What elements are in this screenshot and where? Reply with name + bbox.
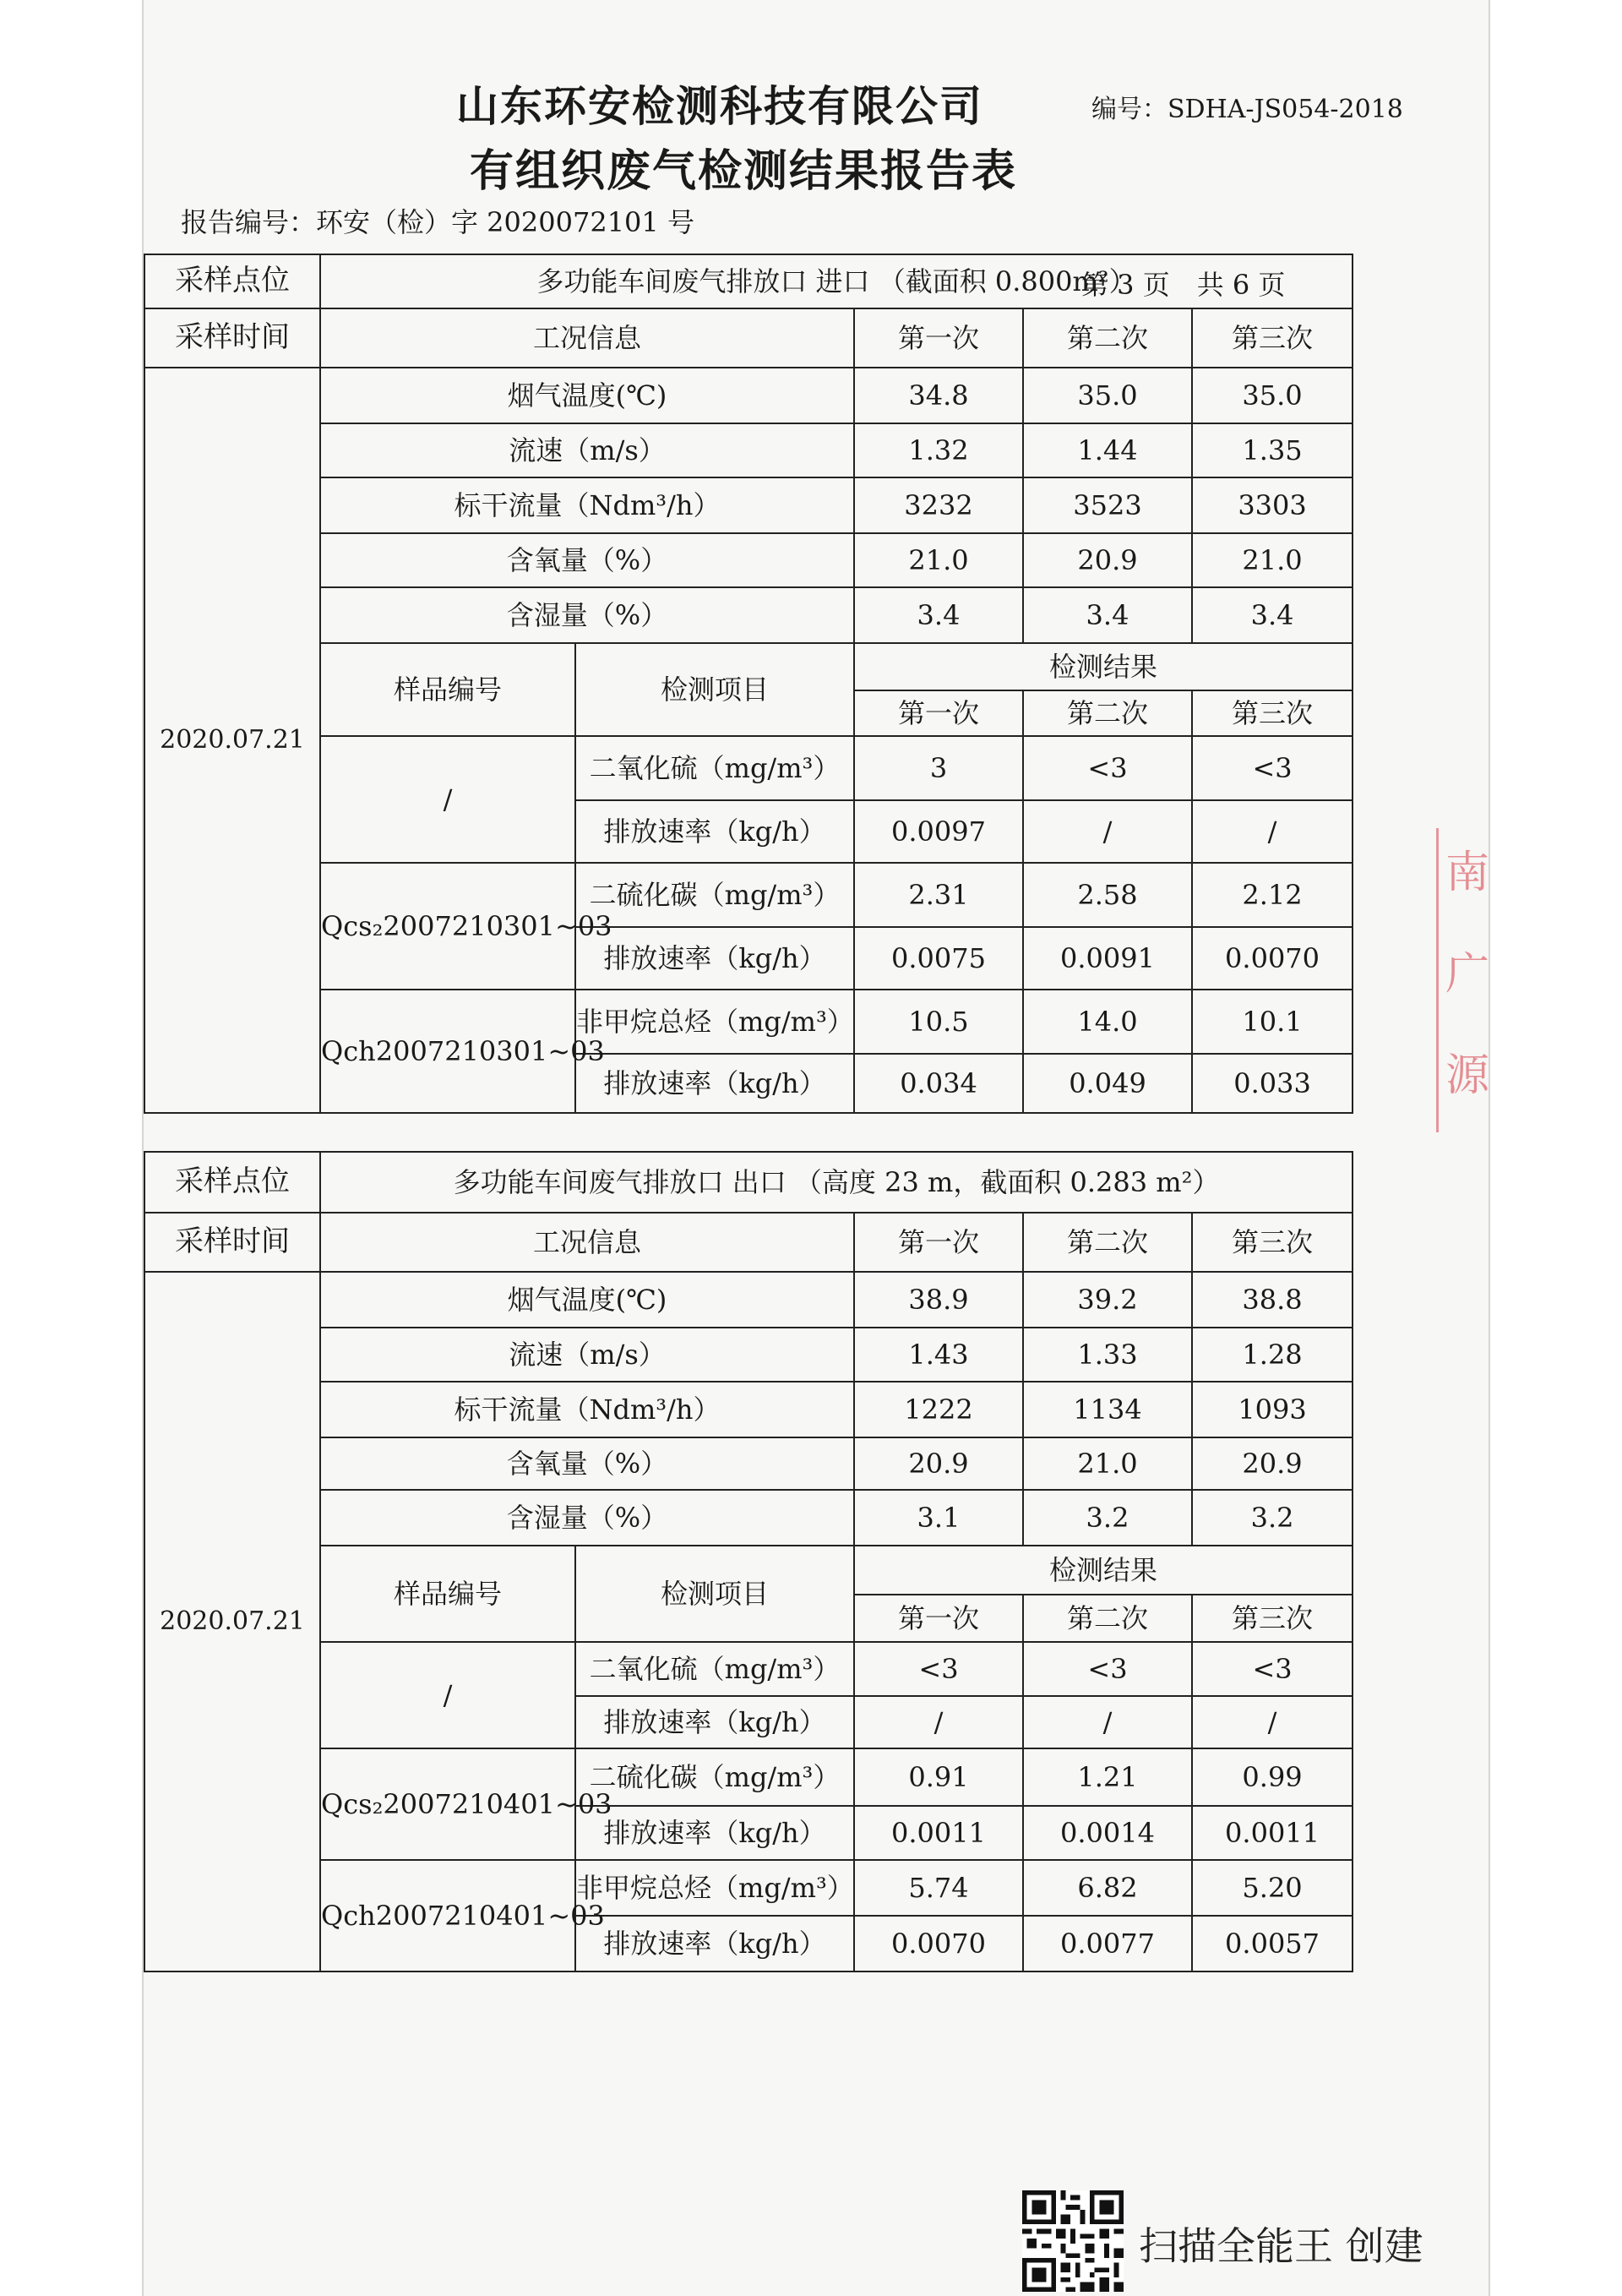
- value-cell: 0.049: [1023, 1054, 1192, 1113]
- qr-code-icon: [1022, 2190, 1124, 2292]
- value-cell: 0.0014: [1023, 1806, 1192, 1860]
- value-cell: 5.74: [854, 1860, 1023, 1916]
- value-cell: 2.12: [1192, 863, 1353, 927]
- value-cell: 38.8: [1192, 1272, 1353, 1328]
- value-cell: 20.9: [854, 1437, 1023, 1490]
- page-info: 第 3 页 共 6 页: [1081, 269, 1286, 301]
- run2-header: 第二次: [1023, 1595, 1192, 1642]
- test-result-label: 检测结果: [854, 1546, 1353, 1595]
- value-cell: 3.4: [1192, 587, 1353, 643]
- value-cell: 1134: [1023, 1382, 1192, 1437]
- value-cell: <3: [1023, 736, 1192, 800]
- run2-header: 第二次: [1023, 308, 1192, 368]
- value-cell: 3303: [1192, 477, 1353, 533]
- sampling-point-label: 采样点位: [144, 254, 320, 308]
- value-cell: 3.4: [854, 587, 1023, 643]
- value-cell: <3: [1192, 1642, 1353, 1696]
- value-cell: 20.9: [1023, 533, 1192, 587]
- condition-name: 含氧量（%）: [320, 533, 854, 587]
- value-cell: 0.0011: [1192, 1806, 1353, 1860]
- condition-name: 烟气温度(℃): [320, 368, 854, 423]
- value-cell: 10.1: [1192, 990, 1353, 1054]
- test-item-label: 检测项目: [575, 643, 854, 736]
- value-cell: 1.21: [1023, 1748, 1192, 1806]
- value-cell: 21.0: [1023, 1437, 1192, 1490]
- test-item: 排放速率（kg/h）: [575, 1806, 854, 1860]
- run3-header: 第三次: [1192, 1213, 1353, 1272]
- test-item: 非甲烷总烃（mg/m³）: [575, 1860, 854, 1916]
- sample-id: Qcs₂2007210401~03: [320, 1748, 575, 1860]
- value-cell: 3.1: [854, 1490, 1023, 1546]
- condition-info-label: 工况信息: [320, 308, 854, 368]
- scanner-watermark: 扫描全能王 创建: [1139, 2223, 1423, 2269]
- value-cell: 21.0: [1192, 533, 1353, 587]
- value-cell: 0.99: [1192, 1748, 1353, 1806]
- value-cell: 10.5: [854, 990, 1023, 1054]
- value-cell: 1.33: [1023, 1328, 1192, 1382]
- test-item: 二氧化硫（mg/m³）: [575, 736, 854, 800]
- value-cell: 3.2: [1023, 1490, 1192, 1546]
- condition-name: 流速（m/s）: [320, 1328, 854, 1382]
- run3-header: 第三次: [1192, 308, 1353, 368]
- run3-header: 第三次: [1192, 1595, 1353, 1642]
- run1-header: 第一次: [854, 690, 1023, 736]
- condition-name: 标干流量（Ndm³/h）: [320, 1382, 854, 1437]
- value-cell: 21.0: [854, 533, 1023, 587]
- value-cell: 2.58: [1023, 863, 1192, 927]
- value-cell: 1.43: [854, 1328, 1023, 1382]
- value-cell: 0.034: [854, 1054, 1023, 1113]
- value-cell: 0.0097: [854, 800, 1023, 863]
- value-cell: 3: [854, 736, 1023, 800]
- condition-name: 流速（m/s）: [320, 423, 854, 477]
- value-cell: 34.8: [854, 368, 1023, 423]
- test-item: 排放速率（kg/h）: [575, 1054, 854, 1113]
- test-item: 二氧化硫（mg/m³）: [575, 1642, 854, 1696]
- test-result-label: 检测结果: [854, 643, 1353, 690]
- seal-glyph: 源: [1445, 1050, 1490, 1101]
- company-name: 山东环安检测科技有限公司: [456, 81, 983, 131]
- value-cell: 14.0: [1023, 990, 1192, 1054]
- test-item: 排放速率（kg/h）: [575, 800, 854, 863]
- report-title: 有组织废气检测结果报告表: [470, 145, 1018, 197]
- condition-name: 烟气温度(℃): [320, 1272, 854, 1328]
- value-cell: <3: [1192, 736, 1353, 800]
- sample-id: Qch2007210301~03: [320, 990, 575, 1113]
- value-cell: 35.0: [1023, 368, 1192, 423]
- test-item: 排放速率（kg/h）: [575, 1696, 854, 1748]
- test-item-label: 检测项目: [575, 1546, 854, 1642]
- sample-no-label: 样品编号: [320, 643, 575, 736]
- value-cell: 6.82: [1023, 1860, 1192, 1916]
- condition-name: 含湿量（%）: [320, 1490, 854, 1546]
- value-cell: 0.0070: [854, 1916, 1023, 1972]
- value-cell: 0.0070: [1192, 927, 1353, 990]
- report-number: 报告编号：环安（检）字 2020072101 号: [181, 206, 694, 238]
- value-cell: 5.20: [1192, 1860, 1353, 1916]
- run3-header: 第三次: [1192, 690, 1353, 736]
- test-item: 排放速率（kg/h）: [575, 927, 854, 990]
- value-cell: /: [854, 1696, 1023, 1748]
- value-cell: 3.4: [1023, 587, 1192, 643]
- value-cell: 1.44: [1023, 423, 1192, 477]
- sampling-point-value: 多功能车间废气排放口 出口 （高度 23 m，截面积 0.283 m²）: [320, 1152, 1353, 1213]
- inlet-results-table: [144, 254, 1353, 1114]
- value-cell: 0.0077: [1023, 1916, 1192, 1972]
- condition-name: 含氧量（%）: [320, 1437, 854, 1490]
- value-cell: <3: [1023, 1642, 1192, 1696]
- value-cell: 0.0075: [854, 927, 1023, 990]
- value-cell: 3523: [1023, 477, 1192, 533]
- condition-info-label: 工况信息: [320, 1213, 854, 1272]
- value-cell: 1.35: [1192, 423, 1353, 477]
- sample-id: Qch2007210401~03: [320, 1860, 575, 1972]
- value-cell: 38.9: [854, 1272, 1023, 1328]
- condition-name: 含湿量（%）: [320, 587, 854, 643]
- value-cell: 2.31: [854, 863, 1023, 927]
- run1-header: 第一次: [854, 1213, 1023, 1272]
- red-seal-stamp: [1436, 828, 1498, 1132]
- sampling-date: 2020.07.21: [144, 1272, 320, 1972]
- doc-code: 编号：SDHA-JS054-2018: [1091, 95, 1403, 124]
- sampling-point-label: 采样点位: [144, 1152, 320, 1213]
- value-cell: 0.0011: [854, 1806, 1023, 1860]
- value-cell: /: [1023, 1696, 1192, 1748]
- value-cell: 1093: [1192, 1382, 1353, 1437]
- value-cell: 0.0057: [1192, 1916, 1353, 1972]
- value-cell: 3232: [854, 477, 1023, 533]
- test-item: 排放速率（kg/h）: [575, 1916, 854, 1972]
- outlet-results-table: [144, 1151, 1353, 1972]
- condition-name: 标干流量（Ndm³/h）: [320, 477, 854, 533]
- seal-glyph: 南: [1445, 848, 1490, 898]
- value-cell: 39.2: [1023, 1272, 1192, 1328]
- value-cell: /: [1192, 1696, 1353, 1748]
- sampling-time-label: 采样时间: [144, 1213, 320, 1272]
- value-cell: 3.2: [1192, 1490, 1353, 1546]
- value-cell: 35.0: [1192, 368, 1353, 423]
- sampling-point-value: 多功能车间废气排放口 进口 （截面积 0.800m²）: [320, 254, 1353, 308]
- value-cell: /: [1192, 800, 1353, 863]
- value-cell: 0.91: [854, 1748, 1023, 1806]
- sample-no-label: 样品编号: [320, 1546, 575, 1642]
- value-cell: 1222: [854, 1382, 1023, 1437]
- value-cell: 0.0091: [1023, 927, 1192, 990]
- run2-header: 第二次: [1023, 690, 1192, 736]
- sample-id: Qcs₂2007210301~03: [320, 863, 575, 990]
- sample-id: /: [320, 736, 575, 863]
- value-cell: 1.28: [1192, 1328, 1353, 1382]
- sampling-time-label: 采样时间: [144, 308, 320, 368]
- test-item: 非甲烷总烃（mg/m³）: [575, 990, 854, 1054]
- sampling-date: 2020.07.21: [144, 368, 320, 1113]
- test-item: 二硫化碳（mg/m³）: [575, 1748, 854, 1806]
- value-cell: 0.033: [1192, 1054, 1353, 1113]
- value-cell: <3: [854, 1642, 1023, 1696]
- sample-id: /: [320, 1642, 575, 1748]
- run1-header: 第一次: [854, 1595, 1023, 1642]
- value-cell: 1.32: [854, 423, 1023, 477]
- value-cell: /: [1023, 800, 1192, 863]
- seal-glyph: 广: [1445, 949, 1490, 1000]
- test-item: 二硫化碳（mg/m³）: [575, 863, 854, 927]
- value-cell: 20.9: [1192, 1437, 1353, 1490]
- run1-header: 第一次: [854, 308, 1023, 368]
- run2-header: 第二次: [1023, 1213, 1192, 1272]
